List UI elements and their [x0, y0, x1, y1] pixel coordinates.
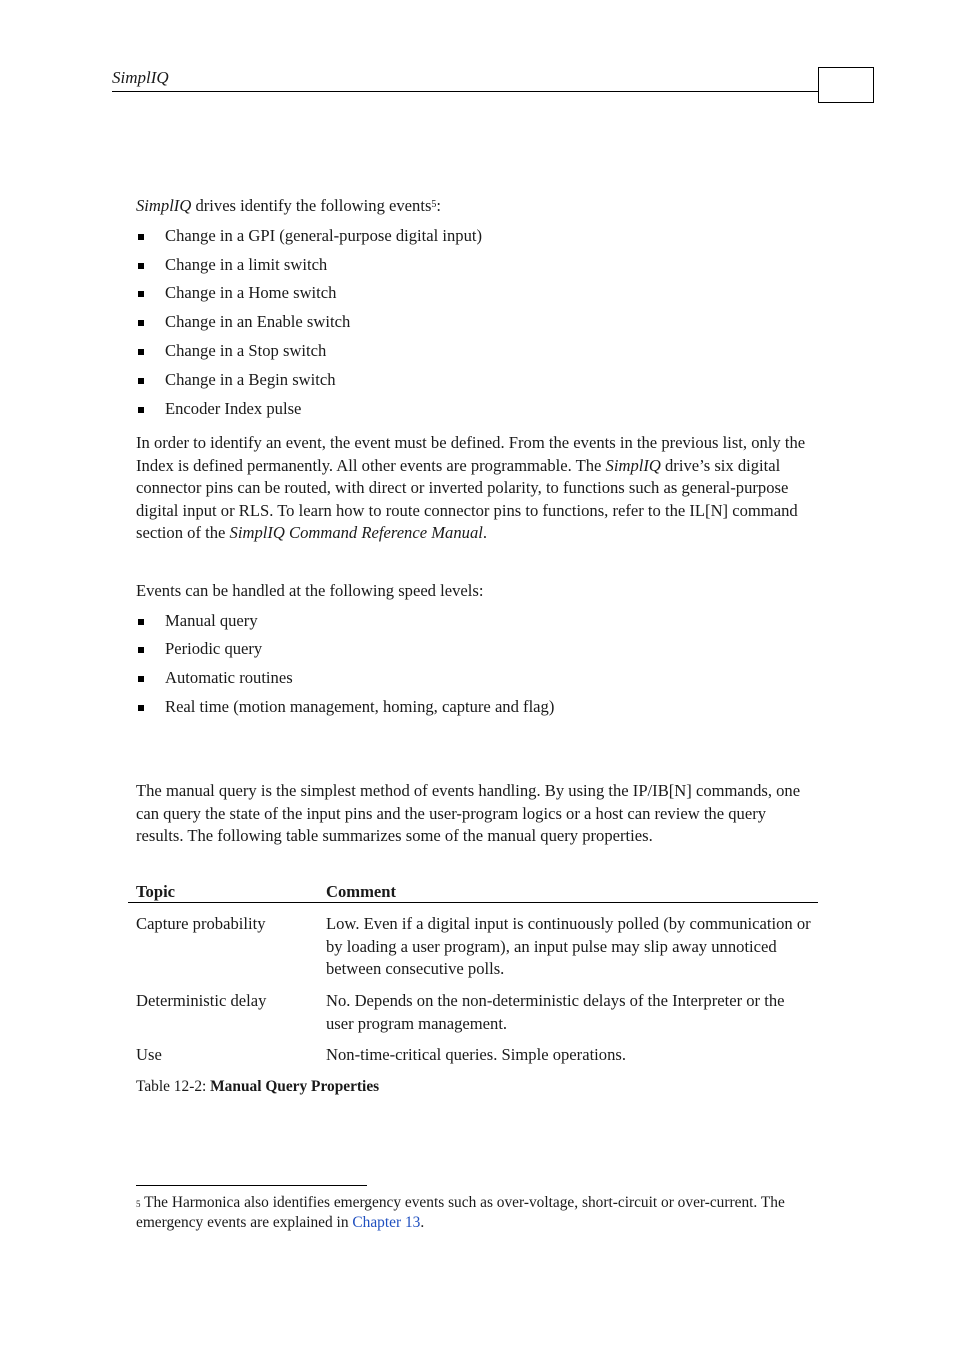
table-cell-comment: Low. Even if a digital input is continuously polled (by communication or by loading a user program), an input pulse may slip away unnoticed between consecutive polls. — [326, 914, 811, 979]
table-cell-comment: No. Depends on the non-deterministic delays of the Interpreter or the user program management. — [326, 991, 785, 1033]
table-header-comment: Comment — [326, 882, 397, 901]
brand-name: SimplIQ — [229, 523, 285, 543]
speed-levels-intro: Events can be handled at the following speed levels: — [136, 581, 484, 600]
footnote: $^5$ The Harmonica also identifies emergency events such as over-voltage, short-circuit or over-current. The emergency events are explained in Chapter 13. — [136, 1194, 785, 1231]
bullet-icon — [138, 349, 144, 355]
table-header-topic: Topic — [136, 882, 176, 901]
bullet-icon — [138, 407, 144, 413]
bullet-icon — [138, 263, 144, 269]
chapter-link[interactable]: Chapter 13 — [352, 1214, 421, 1231]
footnote-number: 5 — [136, 1199, 141, 1209]
events-intro — [136, 195, 816, 218]
brand-name: SimplIQ — [605, 455, 661, 475]
bullet-icon — [138, 291, 144, 297]
header-rule — [112, 91, 819, 92]
table-caption: Table 12-2: Manual Query Properties — [136, 1078, 380, 1095]
intro-text: drives identify the following events — [191, 196, 432, 215]
table-cell-topic: Use — [136, 1045, 162, 1064]
bullet-icon — [138, 619, 144, 625]
table-cell-topic: Deterministic delay — [136, 991, 267, 1010]
bullet-icon — [138, 647, 144, 653]
table-header-rule — [128, 902, 818, 903]
bullet-icon — [138, 234, 144, 240]
manual-title: Command Reference Manual — [284, 523, 483, 543]
table-cell-comment: Non-time-critical queries. Simple operations. — [326, 1045, 626, 1064]
bullet-icon — [138, 320, 144, 326]
bullet-icon — [138, 705, 144, 711]
bullet-icon — [138, 378, 144, 384]
footnote-rule — [136, 1185, 367, 1186]
brand-name: SimplIQ — [136, 196, 192, 215]
header-brand: SimplIQ — [112, 68, 169, 87]
intro-colon: : — [436, 196, 442, 215]
table-cell-topic: Capture probability — [136, 914, 266, 933]
manual-query-paragraph: The manual query is the simplest method of events handling. By using the IP/IB[N] commands, one can query the state of the input pins and the user-program logics or a host can review the query results. The following table summarizes some of the manual query properties. — [136, 781, 801, 846]
footnote-ref[interactable]: 5 — [431, 199, 437, 210]
document-page: SimplIQ SimplIQ drives identify the following events$^5$: Change in a GPI (general-purpose digital input) Change in a limit switch Change in a Home switch Change in an Enable switch Change in a Stop switch Change in a Begin switch Encoder Index pulse In order to identify an event, the event must be defined. From the events in the previous list, only the Index is defined permanently. All other events are programmable. The SimplIQ drive’s six digital connector pins can be routed, with direct or inverted polarity, to functions such as general-purpose digital input or RLS. To learn how to route connector pins to functions, refer to the IL[N] command section of the SimplIQ Command Reference Manual. Events can be handled at the following speed levels: Manual query Periodic query Automatic routines Real time (motion management, homing, capture and flag) The manual query is the simplest method of events handling. By using the IP/IB[N] commands, one can query the state of the input pins and the user-program logics or a host can review the query results. The following table summarizes some of the manual query properties. Topic Comment Capture probability Low. Even if a digital input is continuously polled (by communication or by loading a user program), an input pulse may slip away unnoticed between consecutive polls. Deterministic delay No. Depends on the non-deterministic delays of the Interpreter or the user program management. Use Non-time-critical queries. Simple operations. Table 12-2: Manual Query Properties $^5$ The Harmonica also identifies emergency events such as over-voltage, short-circuit or over-current. The emergency events are explained in Chapter 13. — [0, 0, 954, 1351]
table-caption-title: Manual Query Properties — [210, 1078, 380, 1095]
events-definition-paragraph: In order to identify an event, the event must be defined. From the events in the previous list, only the Index is defined permanently. All other events are programmable. The SimplIQ drive’s six digital connector pins can be routed, with direct or inverted polarity, to functions such as general-purpose digital input or RLS. To learn how to route connector pins to functions, refer to the IL[N] command section of the SimplIQ Command Reference Manual. — [136, 433, 806, 543]
page-number-box — [818, 67, 874, 103]
bullet-icon — [138, 676, 144, 682]
